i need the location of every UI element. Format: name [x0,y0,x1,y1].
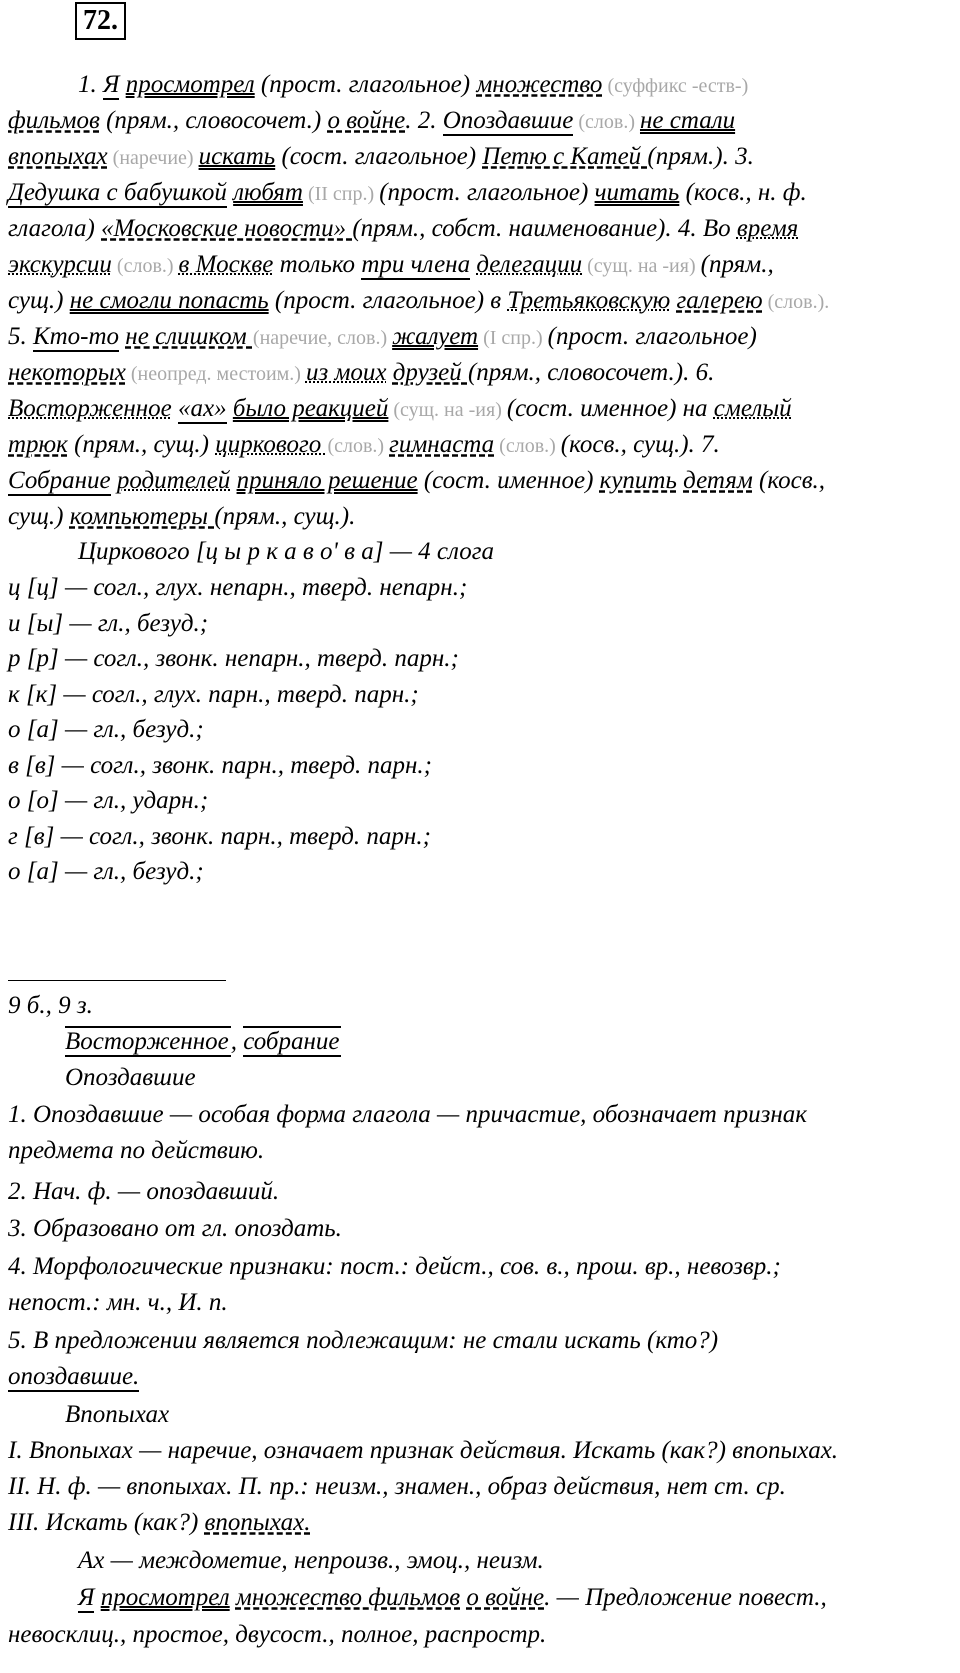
text-fragment: сущ.) [8,287,70,314]
analysis-line: предмета по действию. [8,1137,265,1164]
text-fragment: Дедушка с бабушкой [8,179,227,206]
text-fragment: три члена [361,251,471,278]
text-fragment: множество фильмов [235,1584,461,1611]
phonetic-line: о [о] — гл., ударн.; [8,787,209,814]
text-fragment: (прям., сущ.). [214,503,356,530]
paragraph-line [8,466,825,496]
analysis-line: I. Впопыхах — наречие, означает признак действия. Искать (как?) впопыхах. [8,1437,839,1464]
text-fragment: (слов.). [762,291,830,313]
text-fragment: (сущ. на -ия) [388,399,507,421]
paragraph-line [8,358,714,389]
text-fragment: (наречие) [107,147,199,169]
text-fragment: Восторженное [8,395,172,422]
analysis-line: Ах — междометие, непроизв., эмоц., неизм. [78,1547,544,1574]
morph-word: Восторженное [65,1028,229,1055]
phonetic-line: в [в] — согл., звонк. парн., тверд. парн.; [8,751,433,779]
text-fragment: трюк [8,431,68,458]
text-fragment: (прям., словосочет.). 6. [467,359,715,386]
text-fragment: время [736,215,799,242]
text-fragment: (косв., сущ.). 7. [560,431,720,458]
text-fragment: купить [599,467,677,494]
text-fragment: III. Искать (как?) [8,1509,205,1536]
text-fragment: «ах» [177,395,227,422]
paragraph-line [8,322,757,353]
text-fragment: гимнаста [389,431,495,458]
analysis-line [8,1362,139,1392]
text-fragment: 5. [8,323,33,350]
text-fragment: глагола) [8,215,102,242]
text-fragment: Третьяковскую [507,287,671,314]
text-fragment: некоторых [8,359,126,386]
text-fragment: (прям., словосочет.) [99,107,328,134]
text-fragment: любят [233,179,303,206]
phonetic-line: о [а] — гл., безуд.; [8,716,204,743]
text-fragment: (прям.). 3. [647,143,754,170]
text-fragment: в Москве [178,251,274,278]
analysis-line: 3. Образовано от гл. опоздать. [8,1215,342,1242]
text-fragment: (суффикс -еств-) [602,75,749,97]
phonetic-title: Циркового [ц ы р к а в о' в а] — 4 слога [78,538,494,565]
text-fragment: о войне [466,1584,545,1611]
text-fragment: (прям., [700,251,774,278]
text-fragment: было реакцией [232,395,389,422]
text-fragment: (сост. именное) на [506,395,714,422]
comma: , [230,1028,244,1055]
phonetic-line: и [ы] — гл., безуд.; [8,609,209,637]
text-fragment: Я [78,1584,95,1611]
separator-line [8,980,226,981]
text-fragment: (прост. глагольное) в [268,287,508,314]
text-fragment: не смогли попасть [69,287,269,314]
text-fragment: (прям., собст. наименование). 4. Во [352,215,737,242]
text-fragment: (косв., н. ф. [679,179,807,206]
text-fragment: (слов.) [494,435,561,457]
paragraph-line [78,70,748,101]
text-fragment: Опоздавшие [442,107,574,134]
text-fragment: (слов.) [111,255,179,277]
text-fragment: множество [476,71,603,98]
text-fragment: экскурсии [8,251,112,278]
text-fragment: Собрание [8,467,111,494]
text-fragment: приняло решение [236,467,418,494]
text-fragment: родителей [116,467,231,494]
text-fragment: просмотрел [125,71,255,98]
paragraph-line [8,106,735,137]
analysis-line: Опоздавшие [65,1064,196,1091]
phonetic-line: ц [ц] — согл., глух. непарн., тверд. непарн.; [8,574,468,601]
text-fragment: (прост. глагольное) [254,71,477,98]
underlined-text: впопыхах. [204,1509,311,1536]
phonetic-line: р [р] — согл., звонк. непарн., тверд. парн.; [8,645,459,672]
text-fragment: . — Предложение повест., [544,1584,827,1611]
text-fragment: (сост. глагольное) [275,143,483,170]
text-fragment: (прям., сущ.) [67,431,216,458]
exercise-number: 72. [75,2,126,40]
paragraph-line [8,286,829,317]
text-fragment: (сущ. на -ия) [582,255,701,277]
paragraph-line [8,430,720,461]
text-fragment: просмотрел [100,1584,230,1611]
text-fragment: (прост. глагольное) [547,323,757,350]
text-fragment: (прост. глагольное) [379,179,595,206]
text-fragment: не стали [639,107,736,134]
text-fragment: не слишком [125,323,253,350]
text-fragment: (II спр.) [302,183,380,205]
text-fragment: о войне [327,107,406,134]
text-fragment: циркового [215,431,328,458]
text-fragment: (наречие, слов.) [252,327,393,349]
analysis-line: 1. Опоздавшие — особая форма глагола — причастие, обозначает признак [8,1101,807,1128]
text-fragment: делегации [476,251,583,278]
paragraph-line [8,394,792,425]
final-sentence [78,1583,827,1613]
text-fragment: компьютеры [69,503,215,530]
text-fragment: (слов.) [573,111,640,133]
paragraph-line [8,250,774,281]
morph-word: собрание [243,1028,340,1055]
text-fragment: друзей [392,359,468,386]
paragraph-line [8,142,754,173]
phonetic-line: о [а] — гл., безуд.; [8,858,204,885]
text-fragment: искать [198,143,276,170]
text-fragment: фильмов [8,107,100,134]
underlined-text: опоздавшие. [8,1363,140,1390]
text-fragment: Петю с Катей [482,143,648,170]
analysis-line: 5. В предложении является подлежащим: не стали искать (кто?) [8,1327,719,1354]
text-fragment: 1. [78,71,103,98]
morphemic-analysis [65,1027,341,1057]
analysis-line [8,1508,310,1538]
analysis-line: непост.: мн. ч., И. п. [8,1289,228,1316]
text-fragment: из моих [305,359,387,386]
sound-count: 9 б., 9 з. [8,992,93,1019]
text-fragment: (неопред. местоим.) [125,363,306,385]
text-fragment: (I спр.) [478,327,548,349]
text-fragment: читать [594,179,680,206]
text-fragment: детям [683,467,753,494]
paragraph-line [8,214,798,244]
text-fragment: только [273,251,362,278]
text-fragment: Кто-то [33,323,120,350]
analysis-line: Впопыхах [65,1401,170,1428]
text-fragment: жалует [392,323,479,350]
analysis-line: 2. Нач. ф. — опоздавший. [8,1178,280,1205]
phonetic-line: г [в] — согл., звонк. парн., тверд. парн.; [8,822,431,850]
text-fragment: впопыхах [8,143,108,170]
paragraph-line [8,178,807,209]
text-fragment: смелый [713,395,792,422]
text-fragment: (сост. именное) [417,467,600,494]
phonetic-line: к [к] — согл., глух. парн., тверд. парн.; [8,680,419,708]
text-fragment: (слов.) [327,435,390,457]
text-fragment: (косв., [752,467,826,494]
text-fragment: галерею [676,287,763,314]
analysis-line: 4. Морфологические признаки: пост.: дейст., сов. в., прош. вр., невозвр.; [8,1253,781,1280]
text-fragment: Я [103,71,120,98]
final-sentence-line2: невосклиц., простое, двусост., полное, распростр. [8,1621,547,1648]
text-fragment: . 2. [405,107,443,134]
text-fragment: сущ.) [8,503,70,530]
analysis-line: II. Н. ф. — впопыхах. П. пр.: неизм., знамен., образ действия, нет ст. ср. [8,1473,786,1500]
paragraph-line [8,502,355,532]
text-fragment: «Московские новости» [101,215,353,242]
